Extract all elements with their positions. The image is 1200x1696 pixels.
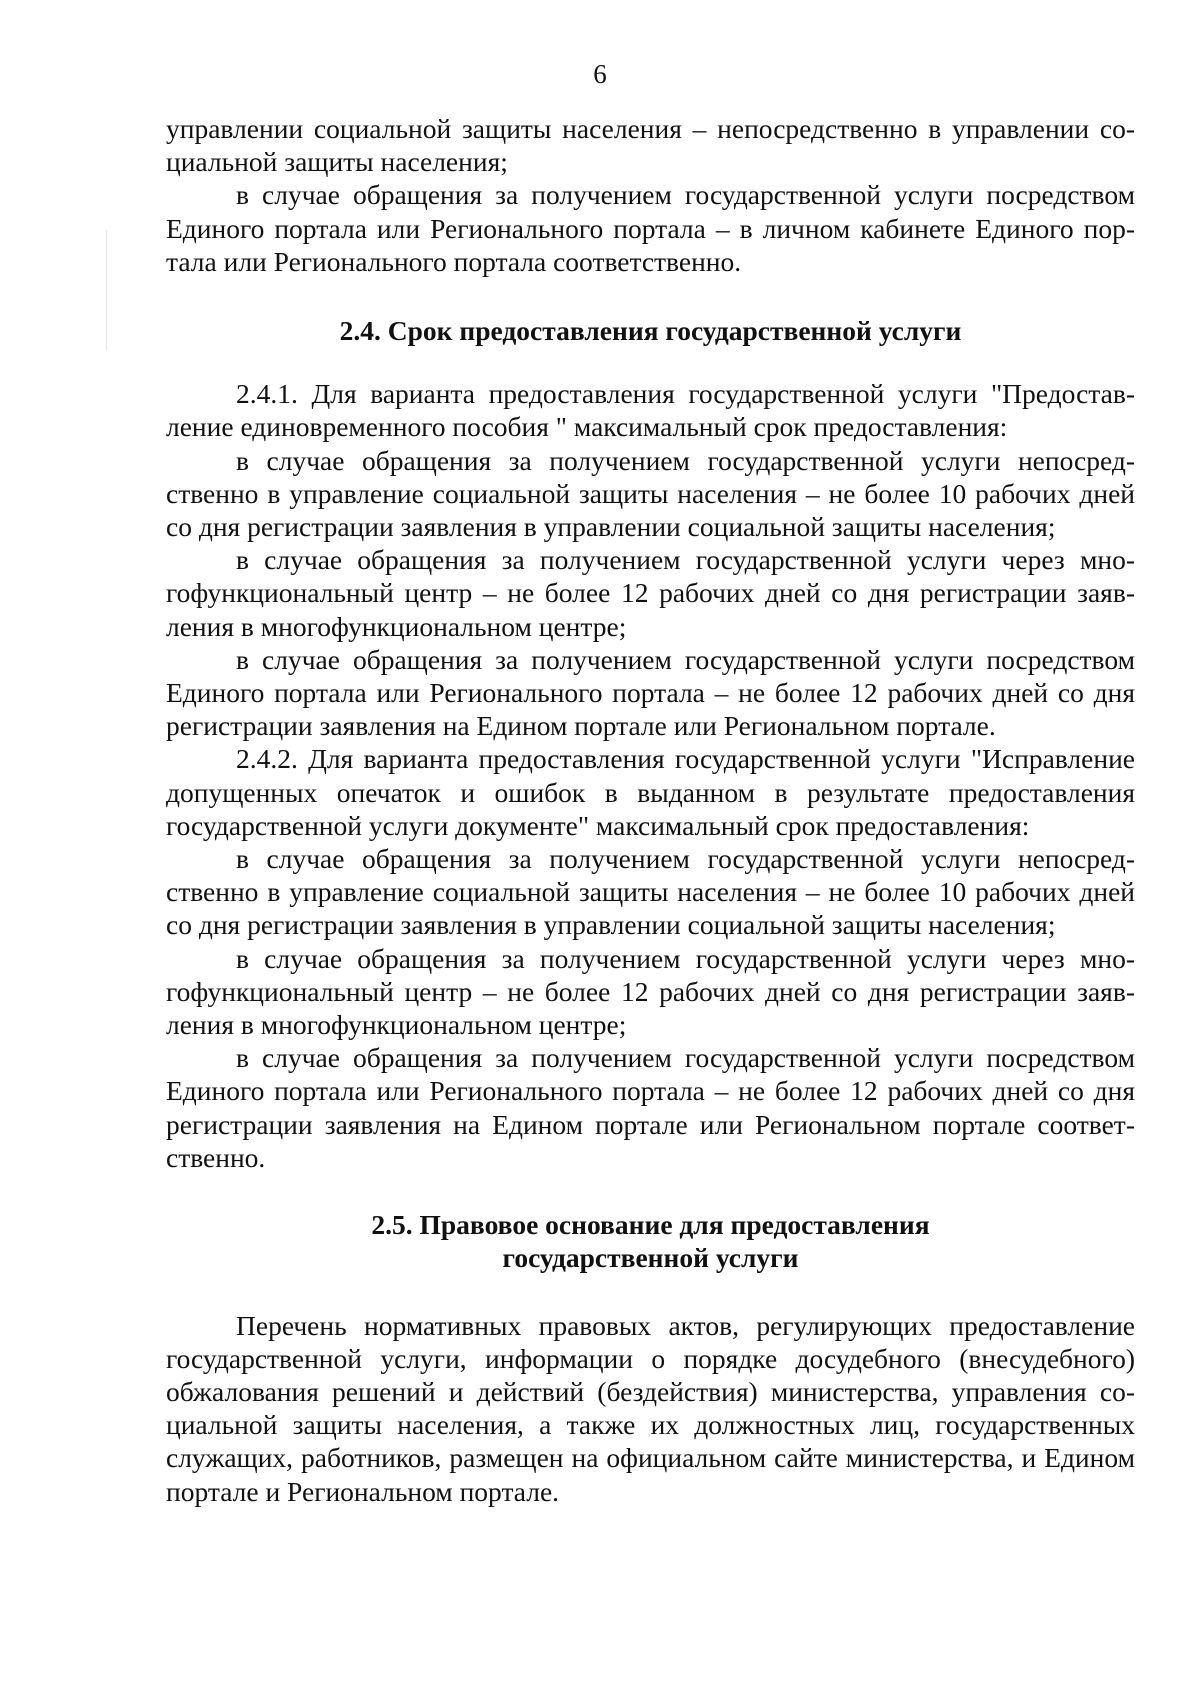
document-body xyxy=(166,112,1135,1508)
paragraph: в случае обращения за получением государственной услуги через многофункциональный центр – не более 12 рабочих дней со дня регистрации заявления в многофункциональном центре; xyxy=(166,942,1135,1041)
paragraph: в случае обращения за получением государственной услуги посредством Единого портала или Регионального портала – не более 12 рабочих дней со дня регистрации заявления на Едином портале или Региональном портале. xyxy=(166,643,1135,742)
paragraph-2-4-1: 2.4.1. Для варианта предоставления государственной услуги "Предоставление единовременного пособия " максимальный срок предоставления: xyxy=(166,378,1135,443)
paragraph: в случае обращения за получением государственной услуги непосредственно в управление социальной защиты населения – не более 10 рабочих дней со дня регистрации заявления в управлении социальной защиты населения; xyxy=(166,444,1135,543)
paragraph: в случае обращения за получением государственной услуги непосредственно в управление социальной защиты населения – не более 10 рабочих дней со дня регистрации заявления в управлении социальной защиты населения; xyxy=(166,843,1135,941)
spacer xyxy=(166,1275,1135,1309)
paragraph: в случае обращения за получением государственной услуги посредством Единого портала или Регионального портала – в личном кабинете Единого портала или Регионального портала соответственно. xyxy=(166,179,1135,277)
paragraph-2-4-2: 2.4.2. Для варианта предоставления государственной услуги "Исправление допущенных опечаток и ошибок в выданном в результате предоставления государственной услуги документе" максимальный срок предоставления: xyxy=(166,743,1135,841)
paragraph: в случае обращения за получением государственной услуги через многофункциональный центр – не более 12 рабочих дней со дня регистрации заявления в многофункциональном центре; xyxy=(166,544,1135,642)
page-number: 6 xyxy=(593,59,607,89)
section-heading-2-4: 2.4. Срок предоставления государственной услуги xyxy=(339,315,962,347)
spacer xyxy=(166,347,1135,377)
paragraph: в случае обращения за получением государственной услуги посредством Единого портала или Регионального портала – не более 12 рабочих дней со дня регистрации заявления на Едином портале или Региональном портале соответственно. xyxy=(166,1042,1135,1173)
section-heading-2-5-line2: государственной услуги xyxy=(502,1242,799,1274)
spacer xyxy=(166,1174,1135,1208)
spacer xyxy=(166,278,1135,314)
section-heading-2-5-line1: 2.5. Правовое основание для предоставления xyxy=(371,1209,930,1241)
paragraph-continuation: управлении социальной защиты населения – непосредственно в управлении социальной защиты населения; xyxy=(166,113,1135,178)
scan-artifact xyxy=(106,230,107,350)
paragraph-2-5: Перечень нормативных правовых актов, регулирующих предоставление государственной услуги, информации о порядке досудебного (внесудебного) обжалования решений и действий (бездействия) министерства, управления социальной защиты населения, а также их должностных лиц, государственных служащих, работников, размещен на официальном сайте министерства, и Едином портале и Региональном портале. xyxy=(166,1309,1135,1507)
